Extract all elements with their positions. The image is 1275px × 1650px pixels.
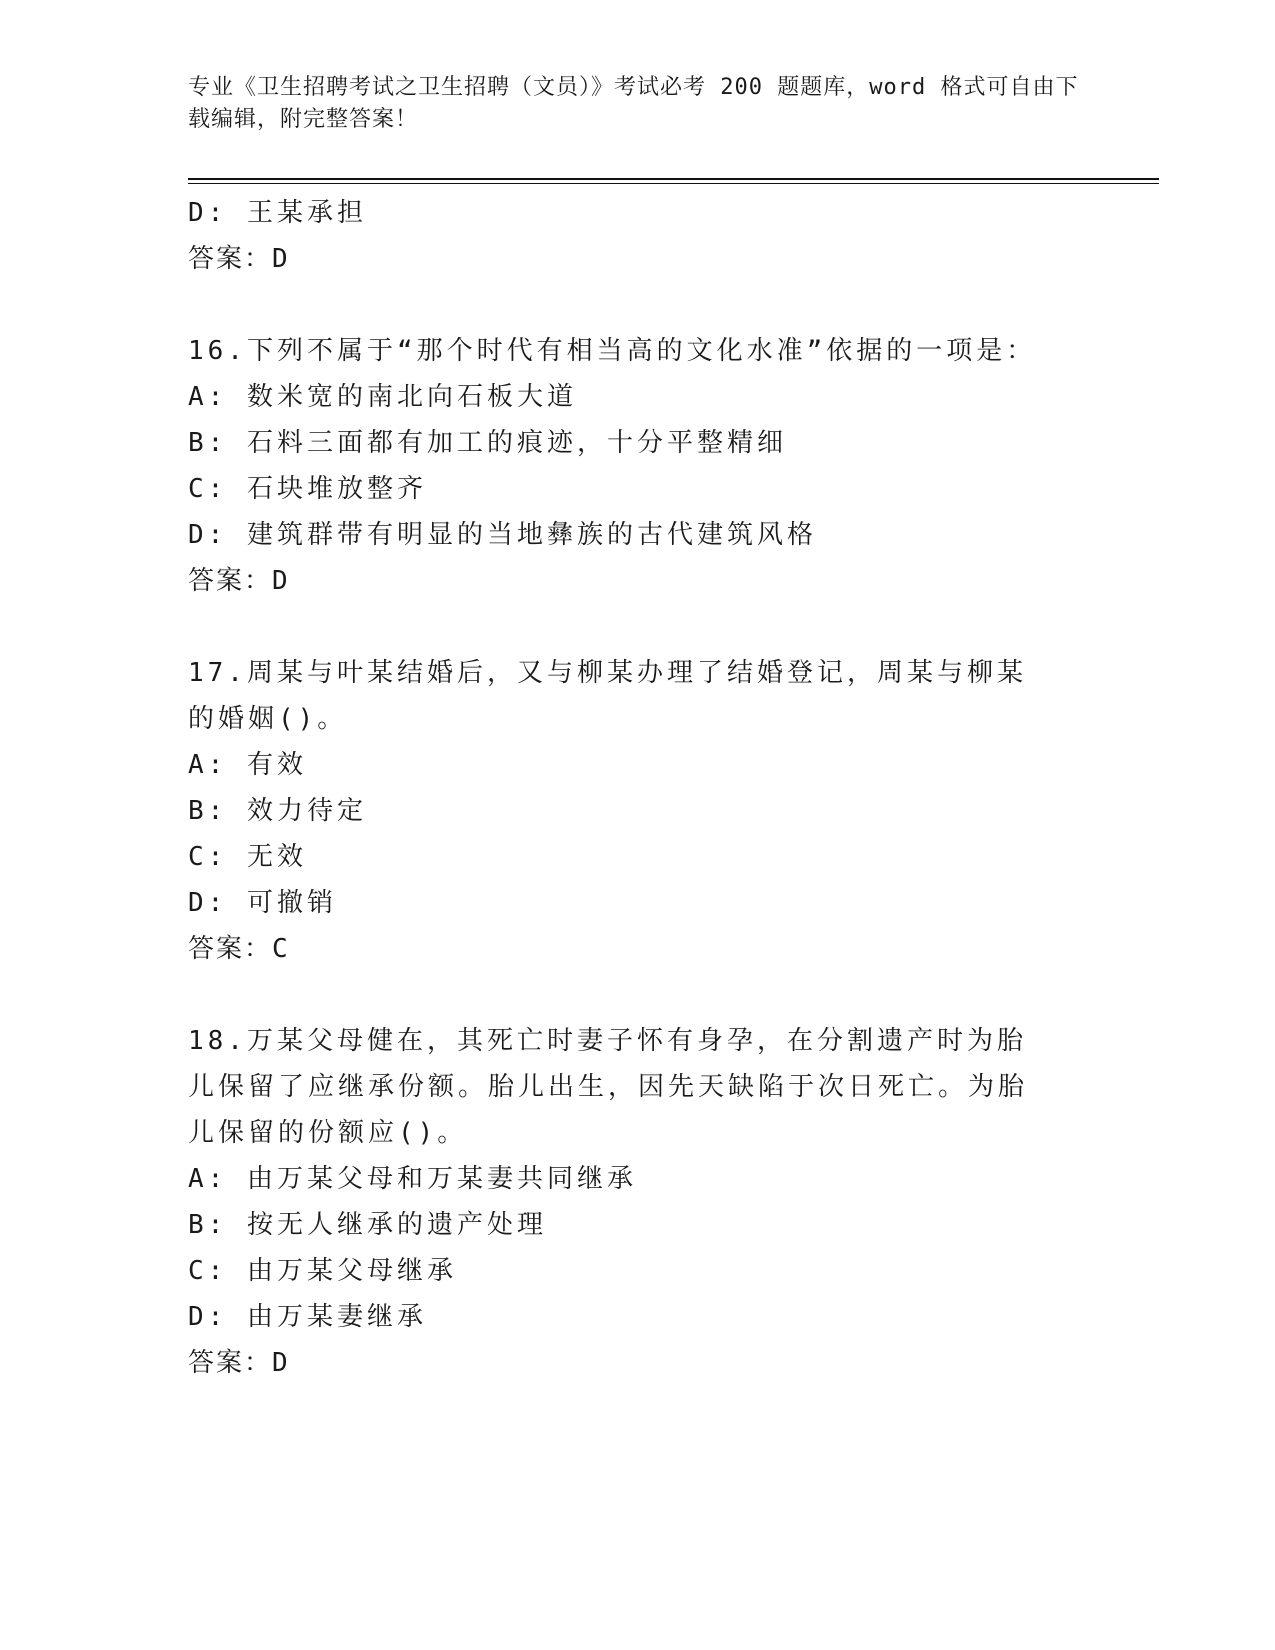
option-d: D: 可撤销: [188, 888, 337, 918]
spacer: [188, 972, 1088, 1018]
header-text: 专业《卫生招聘考试之卫生招聘（文员）》考试必考 200 题题库，word 格式可自由下载编辑，附完整答案！: [188, 75, 1079, 132]
answer: 答案：D: [188, 1348, 290, 1378]
option-c: C: 无效: [188, 842, 307, 872]
question-stem: 17.周某与叶某结婚后，又与柳某办理了结婚登记，周某与柳某的婚姻()。: [188, 658, 1027, 734]
option-b: B: 石料三面都有加工的痕迹，十分平整精细: [188, 428, 787, 458]
header-rule-thin: [188, 183, 1159, 184]
header-rule-thick: [188, 178, 1159, 180]
spacer: [188, 282, 1088, 328]
prev-option-d: D: 王某承担: [188, 198, 367, 228]
question-17: [188, 650, 1088, 972]
question-18: [188, 1018, 1088, 1386]
option-a: A: 数米宽的南北向石板大道: [188, 382, 577, 412]
spacer: [188, 604, 1088, 650]
question-stem: 16.下列不属于“那个时代有相当高的文化水准”依据的一项是：: [188, 336, 1037, 366]
prev-answer: 答案：D: [188, 244, 290, 274]
option-a: A: 由万某父母和万某妻共同继承: [188, 1164, 637, 1194]
option-c: C: 石块堆放整齐: [188, 474, 427, 504]
option-b: B: 按无人继承的遗产处理: [188, 1210, 547, 1240]
answer: 答案：D: [188, 566, 290, 596]
question-stem: 18.万某父母健在，其死亡时妻子怀有身孕，在分割遗产时为胎儿保留了应继承份额。胎儿出生，因先天缺陷于次日死亡。为胎儿保留的份额应()。: [188, 1026, 1029, 1148]
option-d: D: 由万某妻继承: [188, 1302, 427, 1332]
option-c: C: 由万某父母继承: [188, 1256, 457, 1286]
answer: 答案：C: [188, 934, 290, 964]
option-d: D: 建筑群带有明显的当地彝族的古代建筑风格: [188, 520, 817, 550]
option-a: A: 有效: [188, 750, 307, 780]
question-content: [188, 190, 1088, 1386]
document-header: [188, 72, 1088, 136]
option-b: B: 效力待定: [188, 796, 367, 826]
question-16: [188, 328, 1088, 604]
